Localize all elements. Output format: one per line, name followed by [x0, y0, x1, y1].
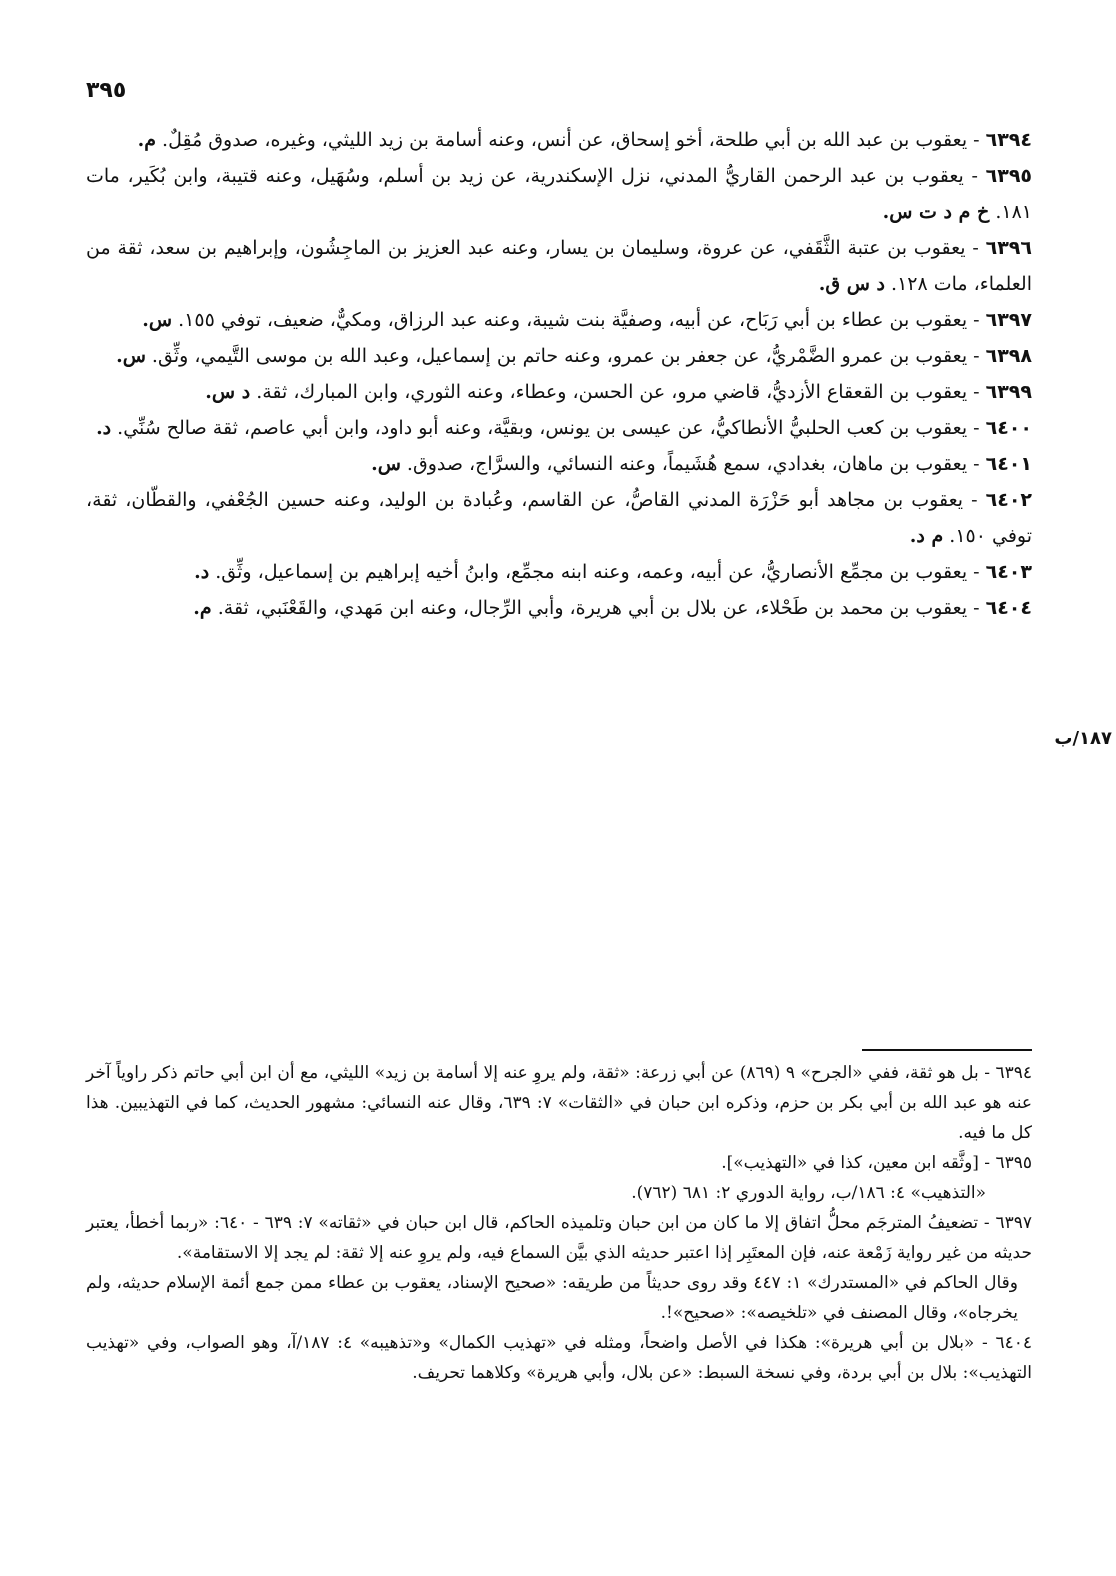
entry-codes: د. — [96, 417, 112, 439]
footnote-6397: ٦٣٩٧ - تضعيفُ المترجَم محلُّ اتفاق إلا ما كان من ابن حبان وتلميذه الحاكم، قال ابن حبان في «ثقاته» ٧: ٦٣٩ - ٦٤٠: «ربما أخطأ، يعتبر حديثه من غير رواية زَمْعة عنه، فإن المعتَبِر إذا اعتبر حديثه الذي بيَّن السماع فيه، ولم يروِ عنه إلا ثقة: لم يجد إلا الاستقامة». — [86, 1213, 1032, 1263]
entry-6398: ٦٣٩٨ - يعقوب بن عمرو الضَّمْريُّ، عن جعفر بن عمرو، وعنه حاتم بن إسماعيل، وعبد الله بن موسى التَّيمي، وثِّق. س. — [116, 345, 1032, 367]
entry-codes: د. — [194, 561, 210, 583]
main-text — [86, 122, 1032, 626]
entry-text: يعقوب بن القعقاع الأزديُّ، قاضي مرو، عن الحسن، وعطاء، وعنه الثوري، وابن المبارك، ثقة. — [250, 381, 968, 403]
entry-text: يعقوب بن محمد بن طَحْلاء، عن بلال بن أبي هريرة، وأبي الرِّجال، وعنه ابن مَهدي، والقَعْنَبي، ثقة. — [211, 597, 968, 619]
entry-codes: خ م د ت س. — [882, 201, 990, 223]
page-number: ٣٩٥ — [86, 78, 127, 103]
entry-number: ٦٣٩٦ — [985, 237, 1032, 259]
entry-codes: د س ق. — [818, 273, 885, 295]
entry-6394: ٦٣٩٤ - يعقوب بن عبد الله بن أبي طلحة، أخو إسحاق، عن أنس، وعنه أسامة بن زيد الليثي، وغيره، صدوق مُقِلٌ. م. — [137, 129, 1032, 151]
entry-codes: د س. — [205, 381, 251, 403]
entry-codes: س. — [142, 309, 173, 331]
margin-folio-note: ١٨٧/ب — [1054, 728, 1112, 749]
footnote-6404: ٦٤٠٤ - «بلال بن أبي هريرة»: هكذا في الأصل واضحاً، ومثله في «تهذيب الكمال» و«تذهيبه» ٤: ١٨٧/آ، وهو الصواب، وفي «تهذيب التهذيب»: بلال بن أبي بردة، وفي نسخة السبط: «عن بلال، وأبي هريرة» وكلاهما تحريف. — [86, 1333, 1032, 1383]
entry-number: ٦٣٩٤ — [985, 129, 1032, 151]
entry-text: يعقوب بن عبد الرحمن القاريُّ المدني، نزل الإسكندرية، عن زيد بن أسلم، وسُهَيل، وعنه قتيبة، وابن بُكَير، مات ١٨١. — [86, 165, 1032, 223]
entry-text: يعقوب بن ماهان، بغدادي، سمع هُشَيماً، وعنه النسائي، والسرَّاج، صدوق. — [400, 453, 968, 475]
entry-number: ٦٣٩٩ — [985, 381, 1032, 403]
entry-number: ٦٤٠٢ — [985, 489, 1033, 511]
entry-6400: ٦٤٠٠ - يعقوب بن كعب الحلبيُّ الأنطاكيُّ، عن عيسى بن يونس، وبقيَّة، وعنه أبو داود، وابن أبي عاصم، ثقة صالح سُنِّي. د. — [96, 417, 1032, 439]
entry-number: ٦٣٩٧ — [985, 309, 1032, 331]
footnote-6395-source: «التذهيب» ٤: ١٨٦/ب، رواية الدوري ٢: ٦٨١ (٧٦٢). — [631, 1183, 986, 1203]
entry-number: ٦٣٩٨ — [985, 345, 1032, 367]
entry-text: يعقوب بن كعب الحلبيُّ الأنطاكيُّ، عن عيسى بن يونس، وبقيَّة، وعنه أبو داود، وابن أبي عاصم، ثقة صالح سُنِّي. — [111, 417, 968, 439]
entry-6404: ٦٤٠٤ - يعقوب بن محمد بن طَحْلاء، عن بلال بن أبي هريرة، وأبي الرِّجال، وعنه ابن مَهدي، والقَعْنَبي، ثقة. م. — [193, 597, 1032, 619]
entry-6396: ٦٣٩٦ - يعقوب بن عتبة الثَّقَفي، عن عروة، وسليمان بن يسار، وعنه عبد العزيز بن الماجِشُون، وإبراهيم بن سعد، ثقة من العلماء، مات ١٢٨. د س ق. — [86, 237, 1032, 295]
entry-6397: ٦٣٩٧ - يعقوب بن عطاء بن أبي رَبَاح، عن أبيه، وصفيَّة بنت شيبة، وعنه عبد الرزاق، ومكيٌّ، ضعيف، توفي ١٥٥. س. — [142, 309, 1032, 331]
entry-6395: ٦٣٩٥ - يعقوب بن عبد الرحمن القاريُّ المدني، نزل الإسكندرية، عن زيد بن أسلم، وسُهَيل، وعنه قتيبة، وابن بُكَير، مات ١٨١. خ م د ت س. — [86, 165, 1033, 223]
entry-number: ٦٤٠٣ — [985, 561, 1032, 583]
footnote-6394: ٦٣٩٤ - بل هو ثقة، ففي «الجرح» ٩ (٨٦٩) عن أبي زرعة: «ثقة، ولم يروِ عنه إلا أسامة بن زيد» الليثي، مع أن ابن أبي حاتم ذكر راوياً آخر عنه هو عبد الله بن أبي بكر بن حزم، وذكره ابن حبان في «الثقات» ٧: ٦٣٩، وقال عنه النسائي: مشهور الحديث، كما في التهذيبين. هذا كل ما فيه. — [86, 1063, 1032, 1143]
entry-codes: م. — [137, 129, 156, 151]
entry-codes: م. — [193, 597, 212, 619]
footnote-6395: ٦٣٩٥ - [وثَّقه ابن معين، كذا في «التهذيب»]. — [721, 1153, 1032, 1173]
entry-codes: م د. — [909, 525, 944, 547]
footnote-6397-continuation: وقال الحاكم في «المستدرك» ١: ٤٤٧ وقد روى حديثاً من طريقه: «صحيح الإسناد، يعقوب بن عطاء ممن جمع أئمة الإسلام حديثه، ولم يخرجاه»، وقال المصنف في «تلخيصه»: «صحيح»!. — [86, 1273, 1018, 1323]
entry-text: يعقوب بن مجمِّع الأنصاريُّ، عن أبيه، وعمه، وعنه ابنه مجمِّع، وابنُ أخيه إبراهيم بن إسماعيل، وثِّق. — [209, 561, 968, 583]
entry-codes: س. — [371, 453, 401, 475]
footnotes — [86, 1058, 1032, 1388]
entry-number: ٦٤٠١ — [985, 453, 1032, 475]
entry-number: ٦٤٠٤ — [985, 597, 1032, 619]
entry-text: يعقوب بن عطاء بن أبي رَبَاح، عن أبيه، وصفيَّة بنت شيبة، وعنه عبد الرزاق، ومكيٌّ، ضعيف، توفي ١٥٥. — [172, 309, 968, 331]
entry-text: يعقوب بن مجاهد أبو حَزْرَة المدني القاصُّ، عن القاسم، وعُبادة بن الوليد، وعنه حسين الجُعْفي، والقطّان، ثقة، توفي ١٥٠. — [86, 489, 1032, 547]
entry-6402: ٦٤٠٢ - يعقوب بن مجاهد أبو حَزْرَة المدني القاصُّ، عن القاسم، وعُبادة بن الوليد، وعنه حسين الجُعْفي، والقطّان، ثقة، توفي ١٥٠. م د. — [86, 489, 1033, 547]
entry-text: يعقوب بن عمرو الضَّمْريُّ، عن جعفر بن عمرو، وعنه حاتم بن إسماعيل، وعبد الله بن موسى التَّيمي، وثِّق. — [145, 345, 968, 367]
entry-6403: ٦٤٠٣ - يعقوب بن مجمِّع الأنصاريُّ، عن أبيه، وعمه، وعنه ابنه مجمِّع، وابنُ أخيه إبراهيم بن إسماعيل، وثِّق. د. — [194, 561, 1032, 583]
entry-number: ٦٤٠٠ — [985, 417, 1032, 439]
entry-text: يعقوب بن عتبة الثَّقَفي، عن عروة، وسليمان بن يسار، وعنه عبد العزيز بن الماجِشُون، وإبراهيم بن سعد، ثقة من العلماء، مات ١٢٨. — [86, 237, 1032, 295]
entry-6399: ٦٣٩٩ - يعقوب بن القعقاع الأزديُّ، قاضي مرو، عن الحسن، وعطاء، وعنه الثوري، وابن المبارك، ثقة. د س. — [205, 381, 1032, 403]
entry-number: ٦٣٩٥ — [985, 165, 1033, 187]
entry-6401: ٦٤٠١ - يعقوب بن ماهان، بغدادي، سمع هُشَيماً، وعنه النسائي، والسرَّاج، صدوق. س. — [371, 453, 1032, 475]
entry-text: يعقوب بن عبد الله بن أبي طلحة، أخو إسحاق، عن أنس، وعنه أسامة بن زيد الليثي، وغيره، صدوق مُقِلٌ. — [155, 129, 968, 151]
footnote-separator — [862, 1049, 1032, 1051]
entry-codes: س. — [116, 345, 146, 367]
